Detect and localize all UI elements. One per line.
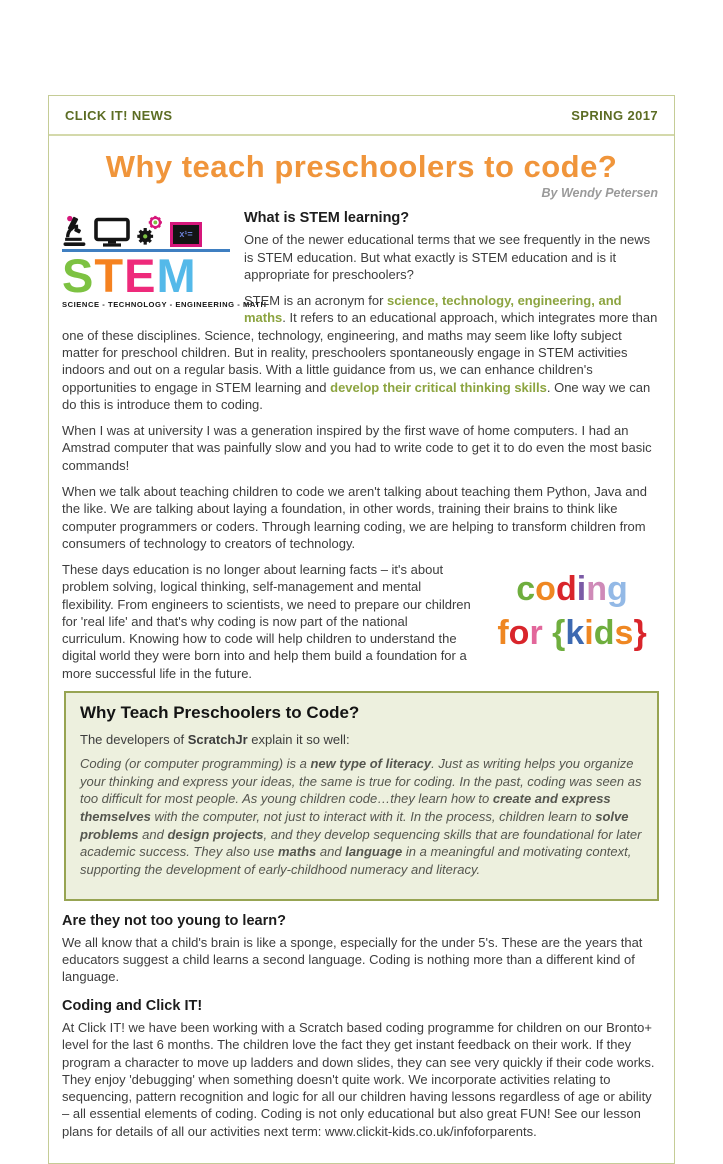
- text-run: d: [593, 614, 615, 653]
- text-run: .: [533, 1123, 537, 1139]
- monitor-icon: [94, 217, 130, 247]
- text-run: {: [552, 614, 566, 653]
- paragraph: One of the newer educational terms that we see frequently in the news is STEM education. But what exactly is STEM education and is it appropriate for preschoolers?: [244, 232, 651, 282]
- text-run: develop their critical thinking skills: [330, 379, 547, 395]
- chalkboard-text: x¹=: [179, 228, 193, 239]
- text-run: language: [345, 844, 403, 860]
- stem-tagline: SCIENCE - TECHNOLOGY - ENGINEERING - MATH: [62, 299, 267, 309]
- scratchjr-quote: [80, 755, 643, 879]
- text-run: . It refers to an educational approach, which integrates more than one of these disciplines. Science, technology, engineering, and maths may seem like lofty subject matter for preschool children. But in reality, preschoolers spontaneously engage in STEM activities indoors and out on a regular basis. With a little guidance from us, we can enhance children's opportunities to engage in STEM learning and: [62, 310, 658, 395]
- text-run: r: [529, 614, 543, 653]
- article-title: Why teach preschoolers to code?: [105, 149, 618, 184]
- stem-word: [62, 249, 230, 302]
- text-run: f: [497, 614, 509, 653]
- text-run: and: [138, 826, 168, 842]
- heading-why-teach: Why Teach Preschoolers to Code?: [80, 703, 360, 723]
- text-run: E: [124, 249, 157, 302]
- text-run: maths: [277, 844, 317, 860]
- text-run: g: [606, 570, 628, 609]
- website-url: www.clickit-kids.co.uk/infoforparents: [325, 1123, 534, 1139]
- text-run: and: [316, 844, 346, 860]
- text-run: o: [508, 614, 530, 653]
- text-run: n: [586, 570, 607, 609]
- text-run: solve problems: [80, 808, 629, 842]
- text-run: . Just as writing helps you organize your thinking and express your ideas, the same is true for coding. In the past, coding was seen as too difficult for most people. As young children code…they learn how to: [80, 755, 642, 807]
- masthead: [49, 96, 674, 136]
- heading-coding-click-it: Coding and Click IT!: [62, 997, 203, 1014]
- text-run: d: [555, 570, 577, 609]
- text-run: explain it so well:: [247, 731, 350, 747]
- text-run: k: [565, 614, 585, 653]
- text-run: i: [576, 570, 587, 609]
- paragraph: [62, 1019, 661, 1140]
- heading-what-is-stem: What is STEM learning?: [244, 210, 410, 226]
- coding-for-kids-graphic: [483, 567, 661, 655]
- coding-for-kids-line2: [483, 611, 661, 655]
- text-run: The developers of: [80, 731, 188, 747]
- newsletter-name: CLICK IT! NEWS: [65, 107, 173, 123]
- paragraph: When we talk about teaching children to code we aren't talking about teaching them Python, Java and the like. We are talking about laying a foundation, in other words, training their brains to think like computer programmers or coders. Through learning coding, we are helping to transform children from consumers of technology to creators of technology.: [62, 483, 647, 551]
- paragraph: When I was at university I was a generation inspired by the first wave of home computers. I had an Amstrad computer that was painfully slow and you had to write code to get it to do even the most basic commands!: [62, 423, 652, 473]
- text-run: M: [156, 249, 197, 302]
- article-body: [49, 209, 674, 1163]
- stem-logo: [62, 211, 267, 310]
- paragraph: [62, 292, 661, 413]
- heading-too-young: Are they not too young to learn?: [62, 912, 286, 929]
- paragraph: We all know that a child's brain is like a sponge, especially for the under 5's. These are the years that educators suggest a child learns a second language. Coding is nothing more than a different kind of language.: [62, 934, 643, 985]
- stem-icon-row: [62, 211, 230, 247]
- text-run: , and they develop sequencing skills that are foundational for later academic success. They also use: [80, 826, 642, 860]
- chalkboard-icon: [170, 222, 202, 247]
- why-teach-quote-box: [64, 691, 659, 901]
- text-run: create and express themselves: [80, 791, 611, 824]
- text-run: T: [94, 249, 125, 302]
- gears-icon: [135, 215, 165, 247]
- text-run: S: [62, 249, 95, 302]
- newsletter-frame: [48, 95, 675, 1164]
- text-run: [543, 614, 552, 652]
- text-run: s: [614, 614, 634, 653]
- text-run: design projects: [167, 826, 264, 842]
- text-run: with the computer, not just to interact with it. In the process, children learn to: [150, 808, 596, 824]
- text-run: STEM is an acronym for: [244, 293, 388, 309]
- text-run: in a meaningful and motivating context, supporting the development of early-childhood numeracy and literacy.: [80, 844, 632, 877]
- quote-intro: [80, 731, 643, 748]
- text-run: science, technology, engineering, and maths: [244, 293, 622, 326]
- paragraph: These days education is no longer about learning facts – it's about problem solving, logical thinking, self-management and mental flexibility. From engineers to scientists, we need to prepare our children for 'real life' and that's why coding is now part of the national curriculum. Knowing how to code will help children to understand the digital world they were born into and help them build a foundation for a more successful life in the future.: [62, 562, 471, 681]
- text-run: . One way we can do this is introduce them to coding.: [62, 379, 651, 412]
- text-run: ScratchJr: [187, 731, 248, 747]
- text-run: o: [535, 570, 556, 609]
- coding-for-kids-line1: [483, 567, 661, 611]
- text-run: new type of literacy: [310, 755, 432, 771]
- text-run: i: [584, 614, 594, 653]
- microscope-icon: [62, 215, 89, 247]
- text-run: At Click IT! we have been working with a Scratch based coding programme for children on our Bronto+ level for the last 6 months. The children love the fact they get instant feedback on their work. If they program a character to move up ladders and down slides, they can see very quickly if their code works. They enjoy 'debugging' when something doesn't quite work. We incorporate activities relating to sequencing, pattern recognition and logic for all our children having lessons regardless of age or ability – all essential elements of coding. Coding is not only educational but also great FUN! See our lesson plans for details of all our activities next term:: [62, 1020, 655, 1139]
- text-run: Coding (or computer programming) is a: [80, 755, 311, 771]
- byline: By Wendy Petersen: [541, 186, 658, 200]
- issue-date: SPRING 2017: [571, 107, 658, 123]
- text-run: c: [516, 570, 536, 609]
- text-run: }: [633, 614, 647, 653]
